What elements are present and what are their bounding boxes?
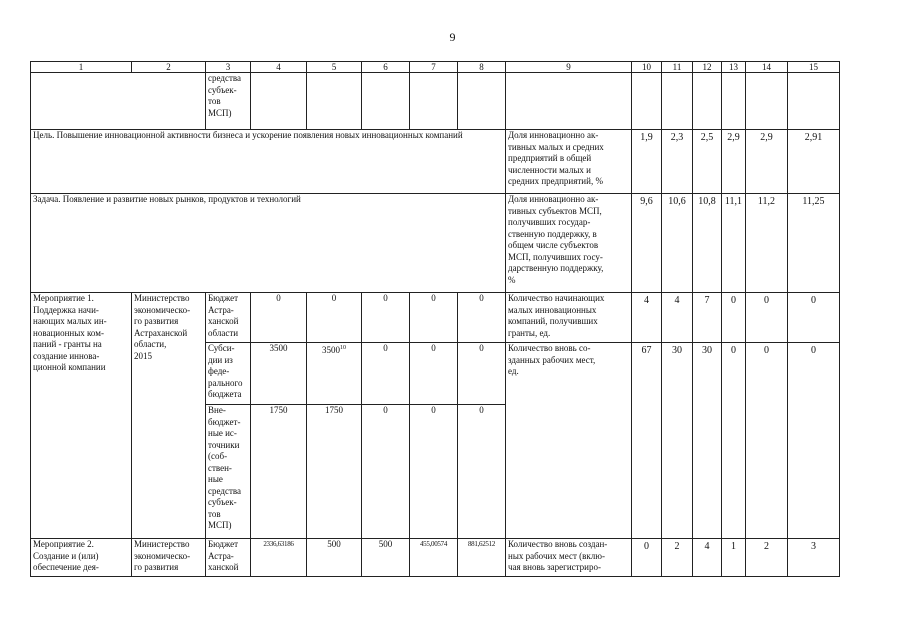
source-cell: Бюджет Астра- ханской области — [206, 293, 251, 343]
footnote-mark: 10 — [340, 345, 346, 351]
value-cell: 4 — [693, 539, 722, 577]
value-cell: 30 — [693, 343, 722, 539]
value-cell: 9,6 — [632, 194, 662, 293]
goal-indicator: Доля инновационно ак- тивных малых и средних предприятий в общей численности малых и средних предприятий, % — [506, 130, 632, 194]
value-cell: 30 — [662, 343, 693, 539]
task-text: Задача. Появление и развитие новых рынков, продуктов и технологий — [31, 194, 506, 293]
value-cell: 0 — [458, 405, 506, 539]
value-cell: 0 — [722, 293, 746, 343]
col-header: 15 — [788, 62, 840, 73]
value-cell: 2,3 — [662, 130, 693, 194]
measure-2-row — [31, 539, 840, 577]
value-cell: 455,00574 — [410, 539, 458, 577]
measure-1-row — [31, 293, 840, 343]
value-cell: 2 — [662, 539, 693, 577]
value-cell: 0 — [410, 405, 458, 539]
value-cell: 2,91 — [788, 130, 840, 194]
value-cell: 4 — [662, 293, 693, 343]
value-cell: 0 — [307, 293, 362, 343]
value-cell: 10,6 — [662, 194, 693, 293]
col-header: 5 — [307, 62, 362, 73]
col-header: 10 — [632, 62, 662, 73]
value-cell: 0 — [362, 343, 410, 405]
value-cell: 0 — [746, 343, 788, 539]
value-cell: 0 — [788, 343, 840, 539]
value-cell: 67 — [632, 343, 662, 539]
value-cell: 3500 — [251, 343, 307, 405]
value-cell: 0 — [410, 343, 458, 405]
program-table — [30, 61, 840, 577]
value-cell: 7 — [693, 293, 722, 343]
value-cell: 2,5 — [693, 130, 722, 194]
value-cell: 11,2 — [746, 194, 788, 293]
goal-row — [31, 130, 840, 194]
col-header: 6 — [362, 62, 410, 73]
value-cell: 0 — [251, 293, 307, 343]
task-indicator: Доля инновационно ак- тивных субъектов МСП, получивших государ- ственную поддержку, в общем числе субъектов МСП, получивших госу- дарственную поддержку, % — [506, 194, 632, 293]
value-cell — [307, 343, 362, 405]
goal-text: Цель. Повышение инновационной активности бизнеса и ускорение появления новых инновационных компаний — [31, 130, 506, 194]
col-header: 14 — [746, 62, 788, 73]
value-cell: 0 — [458, 343, 506, 405]
source-cell: средства субъек- тов МСП) — [206, 73, 251, 130]
value-cell: 1,9 — [632, 130, 662, 194]
col-header: 8 — [458, 62, 506, 73]
value-cell: 1750 — [307, 405, 362, 539]
value-cell: 1750 — [251, 405, 307, 539]
col-header: 13 — [722, 62, 746, 73]
value-cell: 500 — [362, 539, 410, 577]
col-header: 7 — [410, 62, 458, 73]
source-cell: Бюджет Астра- ханской — [206, 539, 251, 577]
continuation-row — [31, 73, 840, 130]
value-cell: 881,62512 — [458, 539, 506, 577]
measure-1-name: Мероприятие 1. Поддержка начи- нающих малых ин- новационных ком- паний - гранты на создание иннова- ционной компании — [31, 293, 132, 539]
value-cell: 0 — [788, 293, 840, 343]
value-cell: 2,9 — [722, 130, 746, 194]
measure-2-name: Мероприятие 2. Создание и (или) обеспечение дея- — [31, 539, 132, 577]
value-cell: 2,9 — [746, 130, 788, 194]
value-cell: 0 — [458, 293, 506, 343]
value-cell: 0 — [722, 343, 746, 539]
page-number: 9 — [449, 30, 456, 44]
value-cell: 0 — [746, 293, 788, 343]
value-cell: 0 — [362, 293, 410, 343]
value-cell: 2 — [746, 539, 788, 577]
value-cell: 0 — [410, 293, 458, 343]
indicator-cell: Количество начинающих малых инновационных компаний, получивших гранты, ед. — [506, 293, 632, 343]
indicator-cell: Количество вновь со- зданных рабочих мест, ед. — [506, 343, 632, 539]
value-cell: 11,1 — [722, 194, 746, 293]
value-cell: 4 — [632, 293, 662, 343]
value-cell: 0 — [362, 405, 410, 539]
col-header: 4 — [251, 62, 307, 73]
task-row — [31, 194, 840, 293]
col-header: 2 — [132, 62, 206, 73]
measure-1-executor: Министерство экономическо- го развития Астраханской области, 2015 — [132, 293, 206, 539]
col-header: 12 — [693, 62, 722, 73]
column-number-row — [31, 62, 840, 73]
value-cell: 0 — [632, 539, 662, 577]
source-cell: Вне- бюджет- ные ис- точники (соб- ствен- ные средства субъек- тов МСП) — [206, 405, 251, 539]
col-header: 1 — [31, 62, 132, 73]
value-text: 3500 — [322, 345, 340, 355]
value-cell: 1 — [722, 539, 746, 577]
source-cell: Субси- дии из феде- рального бюджета — [206, 343, 251, 405]
value-cell: 2336,63186 — [251, 539, 307, 577]
col-header: 3 — [206, 62, 251, 73]
value-cell: 500 — [307, 539, 362, 577]
col-header: 11 — [662, 62, 693, 73]
value-cell: 3 — [788, 539, 840, 577]
value-cell: 10,8 — [693, 194, 722, 293]
value-cell: 11,25 — [788, 194, 840, 293]
measure-2-executor: Министерство экономическо- го развития — [132, 539, 206, 577]
col-header: 9 — [506, 62, 632, 73]
indicator-cell: Количество вновь создан- ных рабочих мест (вклю- чая вновь зарегистриро- — [506, 539, 632, 577]
